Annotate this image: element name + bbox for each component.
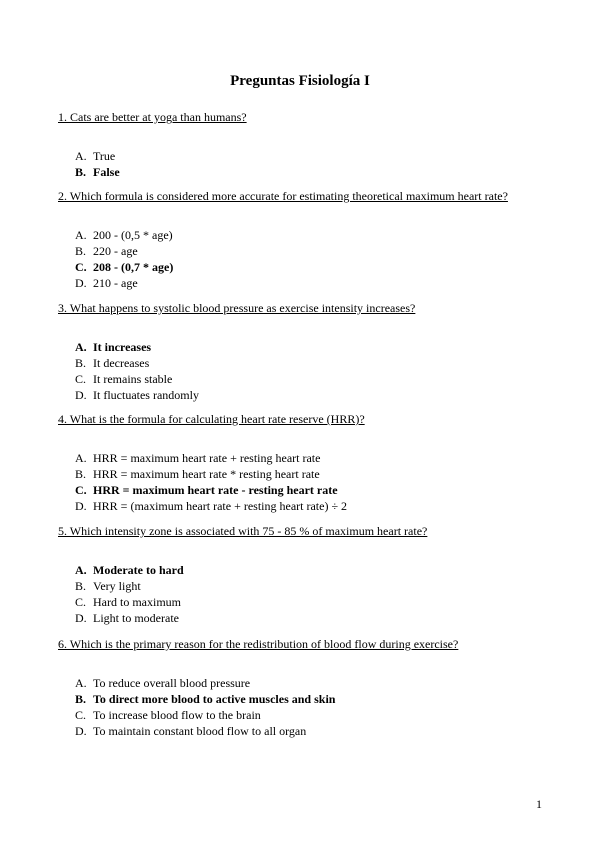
question-1 — [58, 109, 558, 180]
page-number: 1 — [536, 797, 542, 811]
option-letter: D. — [75, 388, 87, 402]
option-letter: B. — [75, 356, 87, 370]
option-letter: A. — [75, 149, 87, 163]
option-b-correct — [75, 164, 558, 180]
option-c — [75, 594, 558, 610]
option-c-correct — [75, 482, 558, 498]
option-letter: A. — [75, 676, 87, 690]
option-letter: C. — [75, 260, 87, 274]
option-c — [75, 707, 558, 723]
option-list — [58, 148, 558, 180]
option-text: Light to moderate — [93, 611, 179, 625]
option-d — [75, 610, 558, 626]
option-text: 220 - age — [93, 244, 138, 258]
option-letter: C. — [75, 708, 87, 722]
option-d — [75, 498, 558, 514]
option-letter: A. — [75, 451, 87, 465]
option-letter: D. — [75, 499, 87, 513]
option-c-correct — [75, 259, 558, 275]
question-text: 2. Which formula is considered more accurate for estimating theoretical maximum heart rate? — [58, 189, 508, 203]
option-d — [75, 723, 558, 739]
option-letter: C. — [75, 595, 87, 609]
option-text: False — [93, 165, 120, 179]
option-b — [75, 466, 558, 482]
option-c — [75, 371, 558, 387]
question-4 — [58, 411, 558, 514]
option-text: HRR = (maximum heart rate + resting heart rate) ÷ 2 — [93, 499, 348, 513]
option-text: 208 - (0,7 * age) — [93, 260, 174, 274]
option-a — [75, 675, 558, 691]
option-text: 200 - (0,5 * age) — [93, 228, 173, 242]
option-letter: C. — [75, 372, 87, 386]
option-letter: D. — [75, 724, 87, 738]
option-text: To maintain constant blood flow to all organ — [93, 724, 307, 738]
option-b — [75, 355, 558, 371]
option-letter: A. — [75, 340, 87, 354]
option-list — [58, 562, 558, 626]
option-letter: B. — [75, 692, 87, 706]
option-letter: B. — [75, 467, 87, 481]
option-letter: A. — [75, 563, 87, 577]
option-b — [75, 243, 558, 259]
option-list — [58, 675, 558, 739]
option-text: It remains stable — [93, 372, 173, 386]
option-text: Moderate to hard — [93, 563, 184, 577]
question-text: 1. Cats are better at yoga than humans? — [58, 110, 247, 124]
option-text: It decreases — [93, 356, 150, 370]
option-b-correct — [75, 691, 558, 707]
option-a — [75, 227, 558, 243]
option-text: To increase blood flow to the brain — [93, 708, 261, 722]
question-5 — [58, 523, 558, 626]
option-text: Hard to maximum — [93, 595, 181, 609]
option-text: It increases — [93, 340, 152, 354]
question-text: 5. Which intensity zone is associated with 75 - 85 % of maximum heart rate? — [58, 524, 428, 538]
option-letter: D. — [75, 276, 87, 290]
option-b — [75, 578, 558, 594]
option-a-correct — [75, 339, 558, 355]
question-6 — [58, 636, 558, 739]
option-a — [75, 148, 558, 164]
option-text: To reduce overall blood pressure — [93, 676, 251, 690]
option-letter: B. — [75, 244, 87, 258]
option-list — [58, 450, 558, 514]
option-text: Very light — [93, 579, 141, 593]
question-3 — [58, 300, 558, 403]
option-a-correct — [75, 562, 558, 578]
option-d — [75, 387, 558, 403]
option-text: True — [93, 149, 116, 163]
option-text: HRR = maximum heart rate + resting heart rate — [93, 451, 321, 465]
option-letter: D. — [75, 611, 87, 625]
option-text: HRR = maximum heart rate * resting heart rate — [93, 467, 320, 481]
option-letter: A. — [75, 228, 87, 242]
option-text: It fluctuates randomly — [93, 388, 199, 402]
option-letter: B. — [75, 165, 87, 179]
question-text: 6. Which is the primary reason for the redistribution of blood flow during exercise? — [58, 637, 459, 651]
option-text: HRR = maximum heart rate - resting heart rate — [93, 483, 338, 497]
option-text: To direct more blood to active muscles and skin — [93, 692, 336, 706]
option-letter: B. — [75, 579, 87, 593]
option-list — [58, 227, 558, 291]
question-text: 4. What is the formula for calculating heart rate reserve (HRR)? — [58, 412, 365, 426]
option-a — [75, 450, 558, 466]
option-text: 210 - age — [93, 276, 138, 290]
option-letter: C. — [75, 483, 87, 497]
option-d — [75, 275, 558, 291]
page-title: Preguntas Fisiología I — [230, 73, 370, 89]
question-2 — [58, 188, 558, 291]
question-text: 3. What happens to systolic blood pressure as exercise intensity increases? — [58, 301, 416, 315]
option-list — [58, 339, 558, 403]
